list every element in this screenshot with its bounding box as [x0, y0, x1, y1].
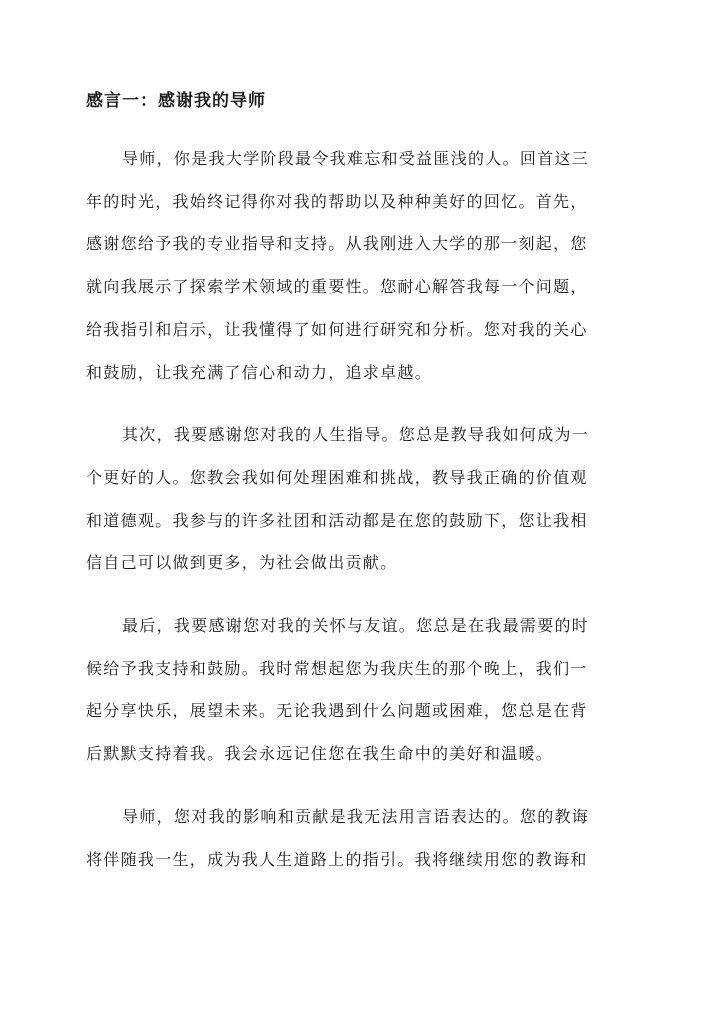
paragraph-line: 导师，您对我的影响和贡献是我无法用言语表达的。您的教诲	[122, 806, 590, 826]
page-title: 感言一：感谢我的导师	[86, 91, 266, 111]
paragraph-line: 个更好的人。您教会我如何处理困难和挑战，教导我正确的价值观	[86, 467, 588, 487]
paragraph	[86, 796, 634, 881]
paragraph-line: 后默默支持着我。我会永远记住您在我生命中的美好和温暖。	[86, 744, 554, 764]
paragraph-line: 给我指引和启示，让我懂得了如何进行研究和分析。您对我的关心	[86, 319, 588, 339]
paragraph-line: 感谢您给予我的专业指导和支持。从我刚进入大学的那一刻起，您	[86, 234, 588, 254]
paragraph-line: 信自己可以做到更多，为社会做出贡献。	[86, 553, 398, 573]
document-body	[86, 138, 634, 901]
paragraph	[86, 605, 634, 776]
paragraph-line: 其次，我要感谢您对我的人生指导。您总是教导我如何成为一	[122, 425, 590, 445]
paragraph-line: 起分享快乐，展望未来。无论我遇到什么问题或困难，您总是在背	[86, 701, 588, 721]
paragraph-line: 导师，你是我大学阶段最令我难忘和受益匪浅的人。回首这三	[122, 149, 590, 168]
paragraph-line: 年的时光，我始终记得你对我的帮助以及种种美好的回忆。首先，	[86, 191, 588, 211]
paragraph	[86, 138, 634, 394]
paragraph-line: 和道德观。我参与的许多社团和活动都是在您的鼓励下，您让我相	[86, 510, 588, 530]
paragraph-line: 和鼓励，让我充满了信心和动力，追求卓越。	[86, 362, 433, 382]
paragraph	[86, 414, 634, 585]
paragraph-line: 最后，我要感谢您对我的关怀与友谊。您总是在我最需要的时	[122, 616, 590, 636]
paragraph-line: 候给予我支持和鼓励。我时常想起您为我庆生的那个晚上，我们一	[86, 658, 588, 678]
paragraph-line: 将伴随我一生，成为我人生道路上的指引。我将继续用您的教诲和	[86, 849, 588, 869]
paragraph-line: 就向我展示了探索学术领域的重要性。您耐心解答我每一个问题，	[86, 277, 588, 297]
